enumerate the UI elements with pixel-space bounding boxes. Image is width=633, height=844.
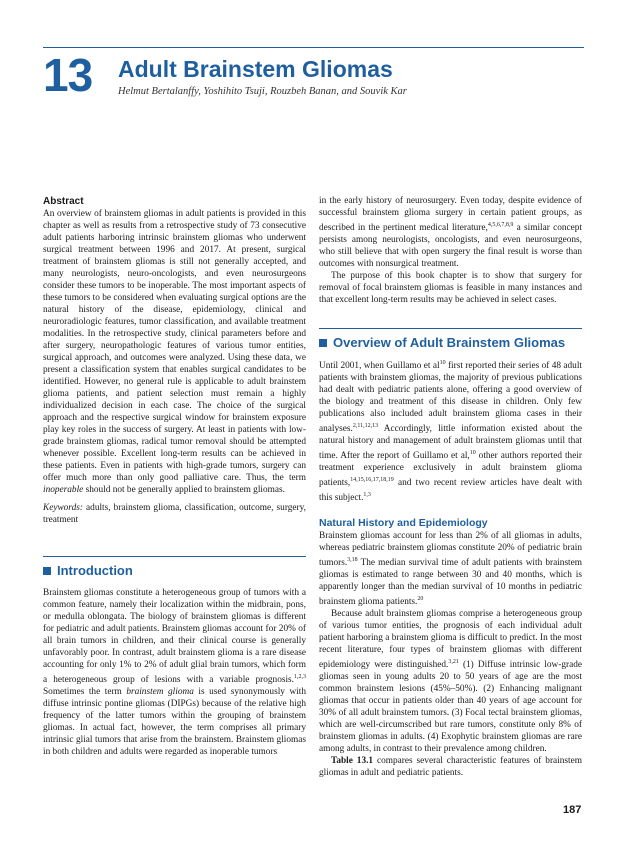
citation: 3,21: [448, 658, 459, 665]
overview-rule: [319, 328, 582, 329]
natural-history-paragraph-2: [319, 608, 582, 755]
ov-text-c: Accordingly, little information existed about the natural history and management of adult brainstem gliomas until that time. After the report of Guillamo et al,: [319, 424, 582, 462]
header-rule: [43, 47, 584, 48]
intro-term: brainstem glioma: [126, 687, 194, 698]
keywords-list: adults, brainstem glioma, classification, outcome, surgery, treatment: [43, 503, 306, 525]
purpose-paragraph: The purpose of this book chapter is to show that surgery for removal of focal brainstem gliomas is feasible in many instances and that excellent long-term results may be achieved in select cases.: [319, 271, 582, 306]
square-bullet-icon: [43, 567, 51, 575]
citation: 1,3: [363, 492, 371, 499]
nh3-text: compares several characteristic features of brainstem gliomas in adult and pediatric patients.: [319, 755, 582, 778]
natural-history-paragraph-1: [319, 530, 582, 608]
chapter-number: 13: [43, 49, 93, 101]
citation: 10: [439, 360, 446, 367]
nh-text-b: The median survival time of adult patients with brainstem gliomas is estimated to range between 30 and 40 months, which is apparently longer than the median survival of 10 months in pediatric brainstem glioma patients.: [319, 557, 582, 607]
abstract-term: inoperable: [43, 485, 84, 495]
ov-text-b: first reported their series of 48 adult patients with brainstem gliomas, the majority of previous publications had dealt with pediatric patients alone, offering a good overview of the biology and treatment of this disease in children. Only few publications also included adult brainstem glioma cases in their analyses.: [319, 361, 582, 435]
abstract-text: [43, 208, 306, 496]
citation: 1,2,3: [294, 674, 306, 680]
table-reference-link[interactable]: Table 13.1: [331, 755, 374, 766]
abstract-heading: Abstract: [43, 196, 84, 207]
citation: 3,18: [347, 556, 358, 563]
overview-heading-text: Overview of Adult Brainstem Gliomas: [333, 335, 566, 351]
left-column: [43, 195, 306, 758]
nh2-text-b: (1) Diffuse intrinsic low-grade gliomas seen in young adults 20 to 50 years of age are the most common brainstem lesions (45%–50%). (2) Enhancing malignant gliomas that occur in patients older than 40 years of age account for 30% of all adult brainstem tumors. (3) Focal tectal brainstem gliomas, which are well-circumscribed but rare tumors, constitute only 8% of brainstem gliomas in adults. (4) Exophytic brainstem gliomas are rare among adults, in contrast to their prevalence among children.: [319, 659, 582, 754]
abstract-end: should not be generally applied to brainstem gliomas.: [85, 485, 285, 495]
keywords: [43, 502, 306, 526]
nh-text-a: Brainstem gliomas account for less than 2% of all gliomas in adults, whereas pediatric brainstem gliomas constitute 20% of pediatric brain tumors.: [319, 530, 582, 568]
chapter-title: Adult Brainstem Gliomas: [118, 56, 393, 82]
citation: 4,5,6,7,8,9: [487, 222, 514, 228]
intro-text-a: Brainstem gliomas constitute a heterogeneous group of tumors with a common feature, namely their localization within the midbrain, pons, or medulla oblongata. The biology of brainstem gliomas is different for pediatric and adult patients. Brainstem gliomas account for 20% of all brain tumors in children, and their clinical course is generally unfavorably poor. In contrast, adult brainstem glioma is a rare disease accounting for only 1% to 2% of adult glial brain tumors, which form a heterogeneous group of lesions with a variable prognosis.: [43, 588, 306, 686]
overview-paragraph: [319, 357, 582, 504]
cont-text-a: in the early history of neurosurgery. Even today, despite evidence of successful brainstem glioma surgery in certain patient groups, as described in the pertinent medical literature,: [319, 196, 582, 234]
keywords-label: Keywords:: [43, 503, 83, 513]
citation: 2,11,12,13: [352, 423, 379, 430]
ov-text-d: other authors reported their treatment experience exclusively in adult brainstem glioma patients,: [319, 451, 582, 489]
square-bullet-icon: [319, 339, 327, 347]
ov-text-e: and two recent review articles have dealt with this subject.: [319, 478, 582, 504]
nh2-text-a: Because adult brainstem gliomas comprise a heterogeneous group of various tumor entities, the prognosis of each individual adult patient harboring a brainstem glioma is difficult to predict. In the most recent literature, four types of brainstem gliomas with different epidemiology were distinguished.: [319, 608, 582, 670]
intro-rule: [43, 556, 306, 557]
ov-text-a: Until 2001, when Guillamo et al: [319, 361, 440, 372]
abstract-body: An overview of brainstem gliomas in adult patients is provided in this chapter as well as results from a retrospective study of 73 consecutive adult patients harboring intrinsic brainstem gliomas who underwent surgical treatment between 1996 and 2017. At present, surgical treatment of brainstem gliomas is still not generally accepted, and many neurologists, neuro-oncologists, and even neurosurgeons consider these tumors to be inoperable. The most important aspects of these tumors to be considered when evaluating surgical options are the natural history of the disease, epidemiology, clinical and neuroradiologic features, tumor classification, and available treatment modalities. In the retrospective study, clinical parameters before and after surgery, neuropathologic features of various tumor entities, surgical approach, and outcomes were analyzed. Using these data, we present a classification system that enables surgical candidates to be identified. However, no general rule is applicable to adult brainstem glioma patients, and patient selection must remain a highly individualized decision in each case. The choice of the surgical approach and the respective surgical window for brainstem exposure play key roles in the success of surgery. At least in patients with low-grade brainstem gliomas, radical tumor removal should be attempted whenever possible. Excellent long-term results can be achieved in these patients. Even in patients with high-grade tumors, surgery can offer much more than only good palliative care. Thus, the term: [43, 209, 306, 483]
cont-text-b: a similar concept persists among neurologists, oncologists, and even neurosurgeons, who still believe that with open surgery the final result is worse than outcomes with nonsurgical treatment.: [319, 223, 582, 270]
natural-history-paragraph-3: [319, 755, 582, 779]
page-number: 187: [563, 804, 582, 816]
overview-heading: [319, 335, 582, 351]
natural-history-heading: Natural History and Epidemiology: [319, 516, 488, 529]
citation: 20: [417, 595, 424, 602]
intro-continued-paragraph: [319, 195, 582, 270]
chapter-authors: Helmut Bertalanffy, Yoshihito Tsuji, Rouzbeh Banan, and Souvik Kar: [118, 86, 407, 97]
intro-text-b: Sometimes the term: [43, 687, 127, 698]
introduction-heading-text: Introduction: [57, 563, 133, 578]
introduction-heading: [43, 563, 306, 579]
introduction-paragraph: [43, 587, 306, 758]
citation: 14,15,16,17,18,19: [350, 477, 394, 484]
intro-text-c: is used synonymously with diffuse intrinsic pontine gliomas (DIPGs) because of the relative high frequency of the latter tumors within the grouping of brainstem gliomas. In actual fact, however, the term comprises all primary intrinsic glial tumors that arise from the brainstem. Brainstem gliomas in both children and adults were regarded as inoperable tumors: [43, 687, 306, 758]
citation: 10: [469, 450, 476, 457]
right-column: [319, 195, 582, 779]
